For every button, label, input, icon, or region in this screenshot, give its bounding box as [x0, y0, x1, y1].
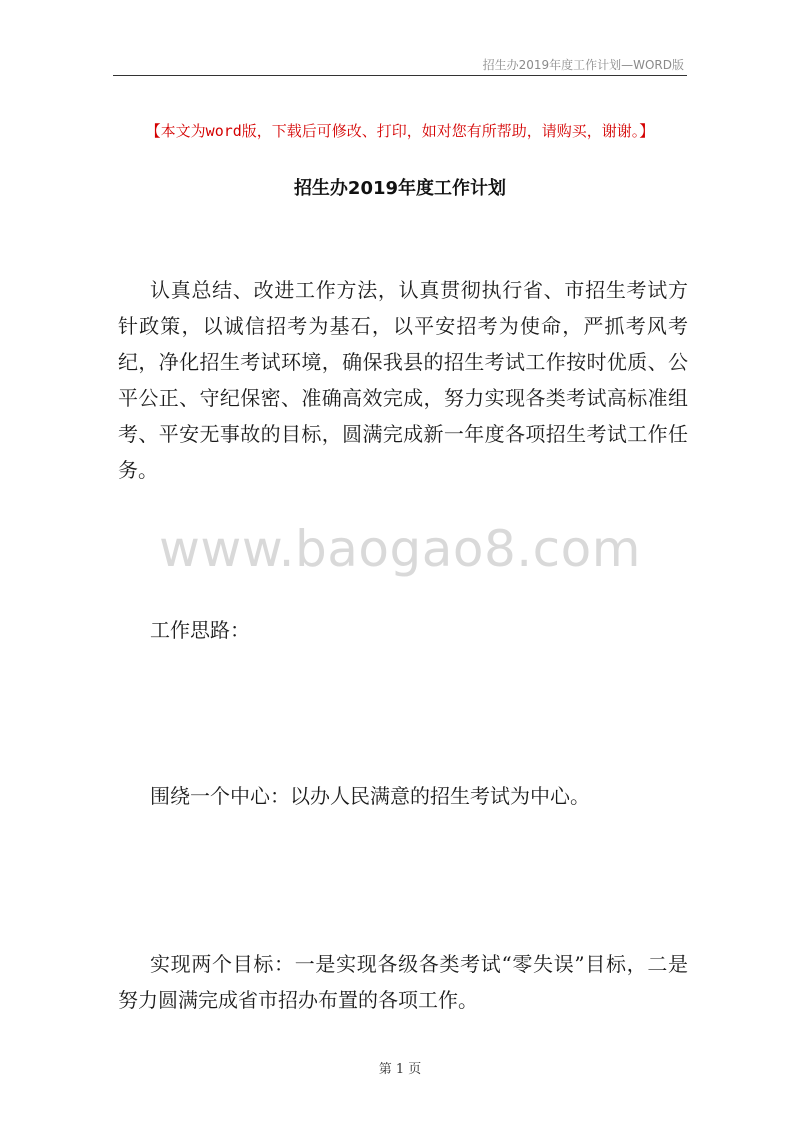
body-paragraph-work-approach: 工作思路：: [150, 618, 250, 642]
running-header: 招生办2019年度工作计划—WORD版: [482, 58, 684, 72]
body-paragraph-two-goals: 实现两个目标：一是实现各级各类考试“零失误”目标，二是努力圆满完成省市招办布置的各项工作。: [118, 952, 688, 1012]
page-number: 第 1 页: [378, 1062, 422, 1077]
body-paragraph-one-center: 围绕一个中心：以办人民满意的招生考试为中心。: [150, 784, 590, 808]
body-paragraph-summary: 认真总结、改进工作方法，认真贯彻执行省、市招生考试方针政策，以诚信招考为基石，以平安招考为使命，严抓考风考纪，净化招生考试环境，确保我县的招生考试工作按时优质、公平公正、守纪保密、准确高效完成，努力实现各类考试高标准组考、平安无事故的目标，圆满完成新一年度各项招生考试工作任务。: [118, 278, 688, 482]
watermark: www.baogao8.com: [159, 520, 641, 578]
document-title: 招生办2019年度工作计划: [293, 178, 507, 199]
purchase-notice: 【本文为word版，下载后可修改、打印，如对您有所帮助，请购买，谢谢。】: [145, 122, 655, 140]
header-divider: [113, 75, 687, 76]
